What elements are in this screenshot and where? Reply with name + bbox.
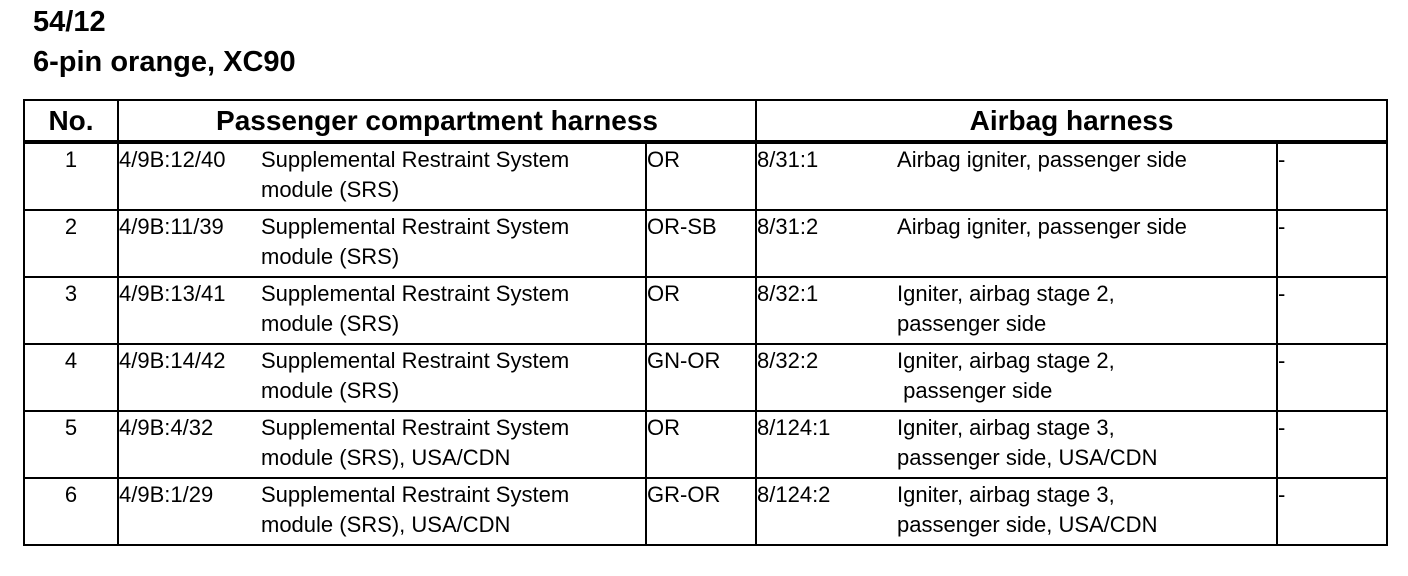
header-passenger-harness: Passenger compartment harness <box>118 100 756 142</box>
header-airbag-harness: Airbag harness <box>756 100 1387 142</box>
pin-number-line: 2 <box>64 214 78 239</box>
pin-number-line: 1 <box>64 147 78 172</box>
passenger-ref <box>118 411 261 478</box>
passenger-wire-color <box>646 478 756 545</box>
airbag-description <box>897 277 1277 344</box>
pin-number <box>24 344 118 411</box>
airbag-ref <box>756 478 897 545</box>
table-row <box>24 142 1387 210</box>
passenger-ref <box>118 478 261 545</box>
passenger-ref <box>118 277 261 344</box>
passenger-ref-line: 4/9B:1/29 <box>119 482 214 507</box>
airbag-wire-color-line: - <box>1278 348 1286 373</box>
connector-code: 54/12 <box>33 6 106 38</box>
passenger-wire-color-line: OR <box>647 281 680 306</box>
passenger-ref-line: 4/9B:13/41 <box>119 281 226 306</box>
airbag-wire-color-line: - <box>1278 214 1286 239</box>
airbag-wire-color <box>1277 344 1387 411</box>
airbag-wire-color-line: - <box>1278 482 1286 507</box>
passenger-description-line: module (SRS), USA/CDN <box>261 445 511 470</box>
passenger-wire-color-line: GN-OR <box>647 348 721 373</box>
table-row <box>24 344 1387 411</box>
airbag-wire-color-line: - <box>1278 415 1286 440</box>
passenger-wire-color <box>646 210 756 277</box>
airbag-description-line: passenger side <box>897 378 1053 403</box>
passenger-description <box>261 344 646 411</box>
airbag-description <box>897 478 1277 545</box>
passenger-description-line: module (SRS) <box>261 244 400 269</box>
passenger-wire-color-line: GR-OR <box>647 482 721 507</box>
passenger-description-line: Supplemental Restraint System <box>261 214 570 239</box>
pin-number <box>24 210 118 277</box>
passenger-description-line: Supplemental Restraint System <box>261 281 570 306</box>
pin-number <box>24 277 118 344</box>
airbag-ref <box>756 411 897 478</box>
airbag-wire-color-line: - <box>1278 281 1286 306</box>
passenger-ref-line: 4/9B:4/32 <box>119 415 214 440</box>
table-row <box>24 210 1387 277</box>
airbag-wire-color <box>1277 478 1387 545</box>
passenger-ref <box>118 344 261 411</box>
pin-number-line: 6 <box>64 482 78 507</box>
airbag-description-line: Airbag igniter, passenger side <box>897 147 1187 172</box>
airbag-description-line: Igniter, airbag stage 3, <box>897 482 1115 507</box>
passenger-wire-color <box>646 142 756 210</box>
airbag-description-line: Igniter, airbag stage 2, <box>897 348 1115 373</box>
passenger-ref-line: 4/9B:12/40 <box>119 147 226 172</box>
passenger-wire-color-line: OR <box>647 415 680 440</box>
table-row <box>24 411 1387 478</box>
passenger-wire-color <box>646 277 756 344</box>
table-row <box>24 277 1387 344</box>
passenger-description <box>261 142 646 210</box>
connector-description: 6-pin orange, XC90 <box>33 46 296 78</box>
header-no: No. <box>24 100 118 142</box>
airbag-ref-line: 8/124:2 <box>757 482 831 507</box>
airbag-description <box>897 344 1277 411</box>
passenger-description-line: module (SRS), USA/CDN <box>261 512 511 537</box>
pinout-table <box>23 99 1388 546</box>
passenger-description-line: Supplemental Restraint System <box>261 348 570 373</box>
passenger-ref <box>118 142 261 210</box>
passenger-wire-color-line: OR-SB <box>647 214 717 239</box>
airbag-wire-color <box>1277 411 1387 478</box>
airbag-wire-color <box>1277 277 1387 344</box>
airbag-ref-line: 8/32:2 <box>757 348 819 373</box>
passenger-wire-color-line: OR <box>647 147 680 172</box>
airbag-ref-line: 8/31:1 <box>757 147 819 172</box>
airbag-wire-color <box>1277 142 1387 210</box>
airbag-wire-color <box>1277 210 1387 277</box>
passenger-description <box>261 411 646 478</box>
pin-number-line: 4 <box>64 348 78 373</box>
passenger-description-line: module (SRS) <box>261 311 400 336</box>
airbag-description-line: passenger side, USA/CDN <box>897 512 1158 537</box>
airbag-description-line: Igniter, airbag stage 2, <box>897 281 1115 306</box>
passenger-description-line: Supplemental Restraint System <box>261 415 570 440</box>
passenger-description <box>261 478 646 545</box>
passenger-description-line: Supplemental Restraint System <box>261 482 570 507</box>
airbag-description-line: passenger side <box>897 311 1047 336</box>
pin-number-line: 3 <box>64 281 78 306</box>
airbag-ref-line: 8/124:1 <box>757 415 831 440</box>
table-row <box>24 478 1387 545</box>
airbag-description-line: Airbag igniter, passenger side <box>897 214 1187 239</box>
passenger-description-line: module (SRS) <box>261 177 400 202</box>
passenger-wire-color <box>646 411 756 478</box>
passenger-description <box>261 210 646 277</box>
airbag-description-line: passenger side, USA/CDN <box>897 445 1158 470</box>
airbag-description <box>897 210 1277 277</box>
pin-number <box>24 142 118 210</box>
airbag-ref <box>756 344 897 411</box>
airbag-ref <box>756 142 897 210</box>
airbag-ref <box>756 277 897 344</box>
airbag-description-line: Igniter, airbag stage 3, <box>897 415 1115 440</box>
pin-number <box>24 478 118 545</box>
passenger-ref <box>118 210 261 277</box>
header-row <box>24 100 1387 142</box>
pin-number <box>24 411 118 478</box>
passenger-description <box>261 277 646 344</box>
passenger-ref-line: 4/9B:11/39 <box>119 214 224 239</box>
airbag-ref <box>756 210 897 277</box>
passenger-description-line: Supplemental Restraint System <box>261 147 570 172</box>
passenger-description-line: module (SRS) <box>261 378 400 403</box>
airbag-ref-line: 8/31:2 <box>757 214 819 239</box>
airbag-description <box>897 411 1277 478</box>
airbag-ref-line: 8/32:1 <box>757 281 819 306</box>
passenger-wire-color <box>646 344 756 411</box>
passenger-ref-line: 4/9B:14/42 <box>119 348 226 373</box>
airbag-wire-color-line: - <box>1278 147 1286 172</box>
airbag-description <box>897 142 1277 210</box>
pin-number-line: 5 <box>64 415 78 440</box>
